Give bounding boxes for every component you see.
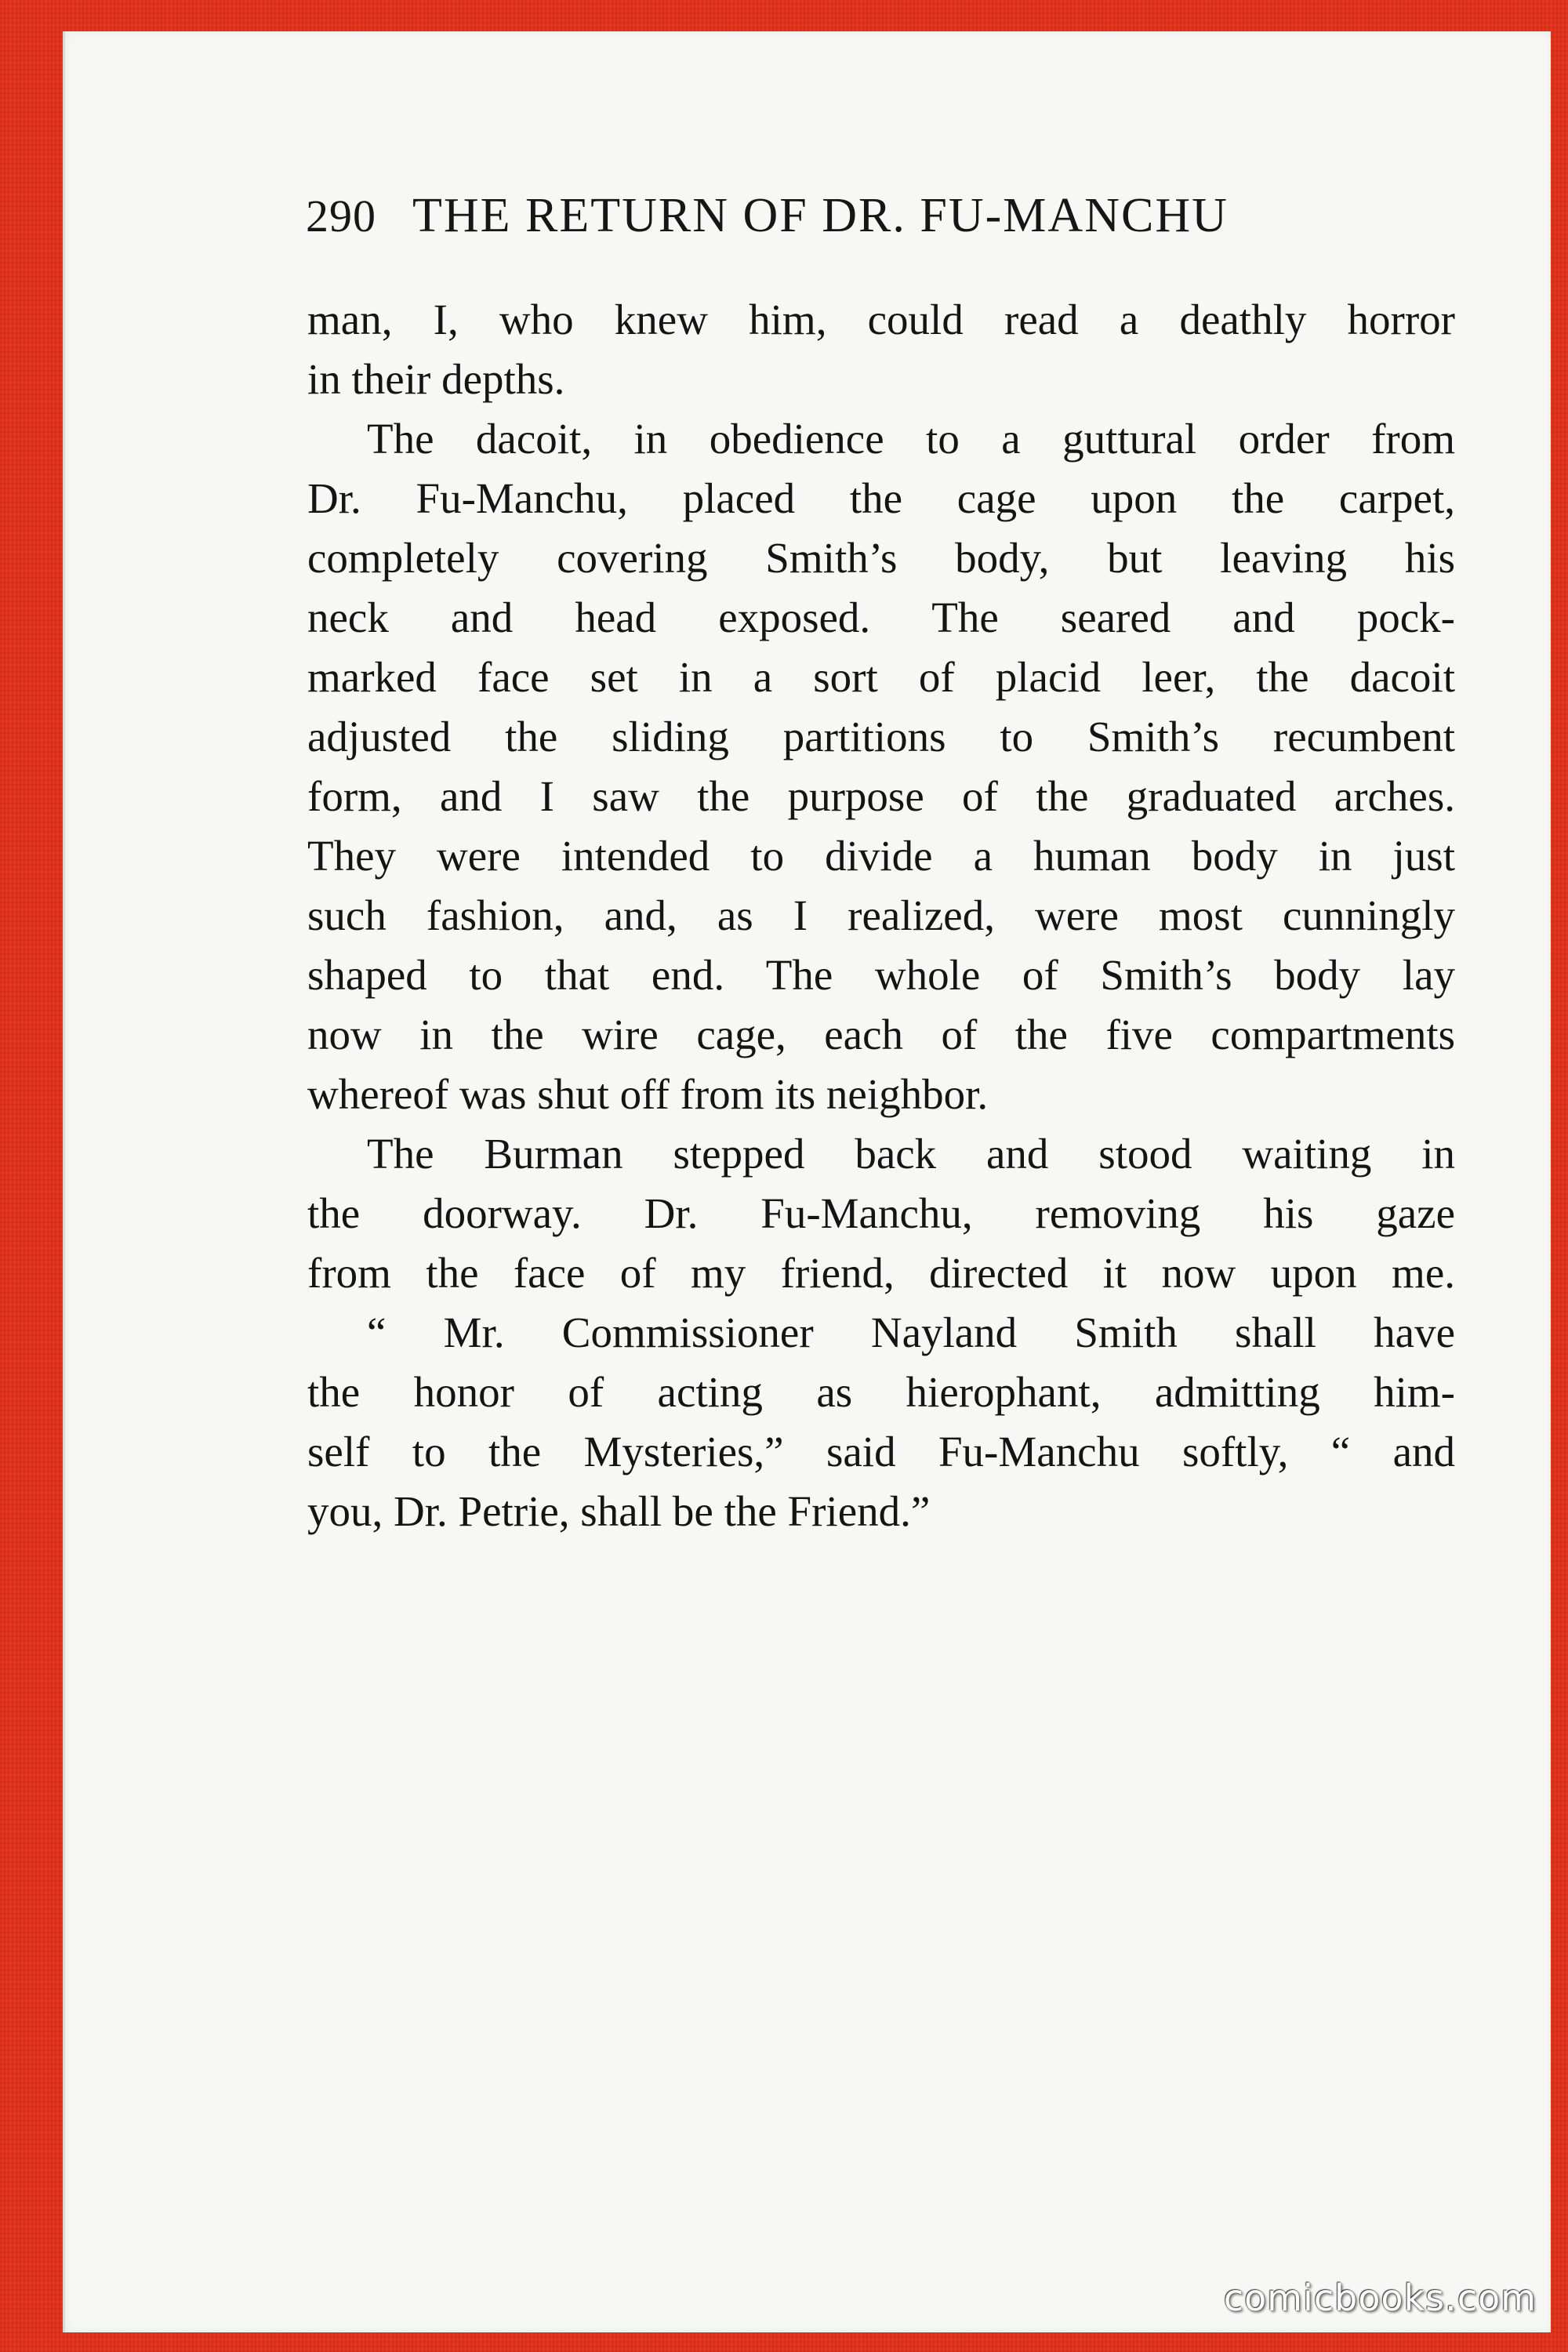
text-line: neck and head exposed. The seared and pock- xyxy=(307,593,1455,641)
text-line: man, I, who knew him, could read a deathly horror xyxy=(307,296,1455,343)
page-number: 290 xyxy=(306,191,376,241)
text-line: now in the wire cage, each of the five compartments xyxy=(307,1011,1455,1058)
watermark: comicbooks.com xyxy=(1223,2277,1537,2319)
text-line: form, and I saw the purpose of the graduated arches. xyxy=(307,772,1455,820)
text-line: the honor of acting as hierophant, admitting him- xyxy=(307,1368,1455,1416)
text-line: marked face set in a sort of placid leer, the dacoit xyxy=(307,653,1455,701)
page-header xyxy=(306,188,1419,251)
text-line: you, Dr. Petrie, shall be the Friend.” xyxy=(307,1487,931,1535)
text-line: the doorway. Dr. Fu-Manchu, removing his gaze xyxy=(307,1189,1455,1237)
text-line: The Burman stepped back and stood waiting in xyxy=(367,1130,1455,1178)
text-line: adjusted the sliding partitions to Smith’s recumbent xyxy=(307,713,1455,760)
text-line: in their depths. xyxy=(307,355,565,403)
text-line: The dacoit, in obedience to a guttural order from xyxy=(367,415,1455,463)
text-line: “ Mr. Commissioner Nayland Smith shall have xyxy=(367,1308,1455,1356)
running-title: THE RETURN OF DR. FU-MANCHU xyxy=(412,189,1229,242)
text-line: such fashion, and, as I realized, were most cunningly xyxy=(307,891,1455,939)
text-line: completely covering Smith’s body, but leaving his xyxy=(307,534,1455,582)
text-line: self to the Mysteries,” said Fu-Manchu softly, “ and xyxy=(307,1428,1455,1475)
body-text xyxy=(307,290,1455,1541)
text-line: whereof was shut off from its neighbor. xyxy=(307,1070,989,1118)
text-line: shaped to that end. The whole of Smith’s body lay xyxy=(307,951,1455,999)
text-line: from the face of my friend, directed it now upon me. xyxy=(307,1249,1455,1297)
text-line: They were intended to divide a human body in just xyxy=(307,832,1455,880)
text-line: Dr. Fu-Manchu, placed the cage upon the carpet, xyxy=(307,474,1455,522)
